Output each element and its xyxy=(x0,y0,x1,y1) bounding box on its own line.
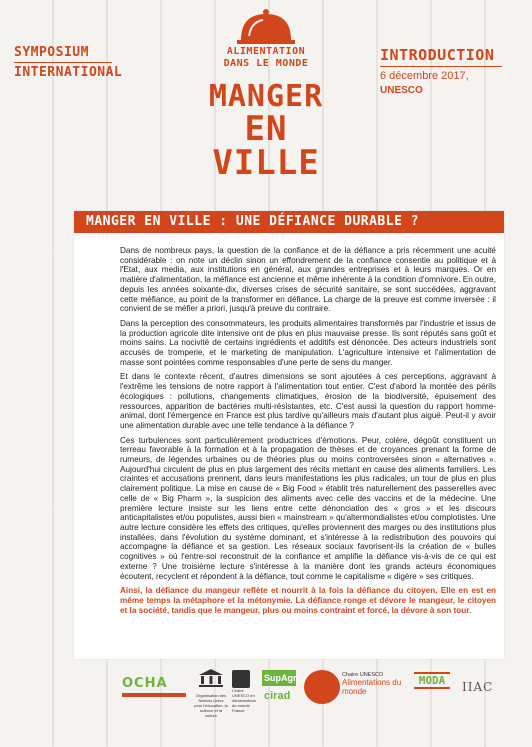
moda-name: MODA xyxy=(414,672,450,689)
intro-rule xyxy=(380,66,502,67)
iiac-name: IIAC xyxy=(462,680,494,694)
symposium-line1: SYMPOSIUM xyxy=(14,45,89,60)
chaire-small-mark xyxy=(232,670,250,688)
chaire-label: Chaire UNESCO xyxy=(342,672,384,678)
logo-big1: MANGER xyxy=(208,79,324,114)
article-conclusion: Ainsi, la défiance du mangeur reflète et nourrit à la fois la défiance du citoyen. Elle en est en même temps la métaphore et la métonymie. La défiance ronge et dévore le mangeur, le citoyen et la société, tandis que le mangeur, plus ou moins contraint et forcé, la dévore à son tour. xyxy=(120,586,496,615)
ocha-logo xyxy=(122,676,186,697)
symposium-rule xyxy=(14,62,112,63)
event-date: 6 décembre 2017, xyxy=(380,70,469,82)
moda-logo xyxy=(414,672,450,689)
article-paragraph: Dans la perception des consommateurs, les produits alimentaires transformés par l'industrie et issus de la production agricole dite intensive ont de plus en plus mauvaise presse. Ils sont réputés sans goût et moins sains. La nocivité de certains ingrédients et additifs est dénoncée. Des acteurs industriels sont accusés de tromperie, et le marketing de manipulation. L'agriculture intensive et l'alimentation de masse sont pointées comme responsables d'une perte de sens du manger. xyxy=(120,318,496,367)
chaire-unesco-small-logo xyxy=(232,670,258,713)
unesco-temple-icon xyxy=(198,668,224,688)
cirad-name: cirad xyxy=(264,690,291,702)
chaire-unesco-seal-icon xyxy=(304,670,340,704)
unesco-logo xyxy=(194,668,228,718)
chaire-small-caption: Chaire UNESCO en Alimentations du monde France xyxy=(232,688,257,713)
ocha-name: OCHA xyxy=(122,676,168,691)
logo-line1: ALIMENTATION xyxy=(226,46,306,57)
logo-line2: DANS LE MONDE xyxy=(223,58,309,69)
cloche-icon xyxy=(235,6,297,46)
symposium-label xyxy=(14,44,122,81)
symposium-line2: INTERNATIONAL xyxy=(14,65,123,80)
logo-big2: EN VILLE xyxy=(212,109,320,183)
sponsor-bar xyxy=(0,662,532,747)
intro-title: INTRODUCTION xyxy=(380,46,495,64)
chaire-name: Alimentations du monde xyxy=(342,678,402,696)
article-paragraph: Dans de nombreux pays, la question de la confiance et de la défiance a pris récemment une acuité considérable : on note un déclin sinon un effondrement de la confiance consentie au politique et à l'Etat, aux media, aux institutions en général, aux grandes entreprises et à leurs marques. Or en matière d'alimentation, la méfiance est ancienne et même inhérente à la condition d'omnivore. En outre, depuis les années soixante-dix, diverses crises de sécurité sanitaire, se sont succédées, aggravant cette méfiance, au point de la transformer en défiance. La charge de la preuve est comme inversée : il convient de se méfier a priori, jusqu'à preuve du contraire. xyxy=(120,246,496,314)
article-body xyxy=(120,246,496,620)
ocha-stripe xyxy=(122,693,186,697)
supagro-logo xyxy=(262,670,302,686)
chaire-unesco-logo xyxy=(342,672,408,696)
article-paragraph: Et dans le contexte récent, d'autres dimensions se sont ajoutées à ces perceptions, aggravant à l'extrême les tensions de notre rapport à l'alimentation tout entier. C'est d'abord la montée des périls écologiques : pollutions, changements climatiques, érosion de la biodiversité, épuisement des ressources, apparition de bactéries multi-résistantes, etc. C'est aussi la question du rapport homme-animal, dont l'émergence en France est plus tardive qu'ailleurs mais d'autant plus aiguë. Peut-il y avoir une alimentation durable avec une telle tendance à la défiance ? xyxy=(120,372,496,430)
article-paragraph: Ces turbulences sont particulièrement productrices d'émotions. Peur, colère, dégoût constituent un terreau favorable à la formation et à la propagation de thèses et de croyances prenant la forme de rumeurs, de légendes urbaines ou de théories plus ou moins controversées sinon « alternatives ». Aujourd'hui circulent de plus en plus largement des récits mettant en cause des aliments familiers. Les craintes et accusations prennent, dans leurs manifestations les plus radicales, un tour de plus en plus clairement politique. La mise en cause de « Big Food » établit très naturellement des passerelles avec celle de « Big Pharm », la suspicion des aliments avec celle des vaccins et de la médecine. Une première lecture insiste sur les liens entre cette dénonciation des « gros » et les discours anticapitalistes et/ou populistes, aussi bien « mainstream » qu'altermondialistes et/ou complotistes. Une autre lecture considère les effets des critiques, qu'elles proviennent des marges ou des institutions plus installées, dans l'évolution du système dominant, et s'intéresse à la redistribution des pouvoirs qui accompagne la défiance et sa gestion. Les réseaux sociaux favorisent-ils la création de « bulles cognitives » où l'entre-soi reconstruit de la confiance et amplifie la défiance vis-à-vis de ce qui est externe ? Une troisième lecture s'intéresse à la manière dont les grands acteurs économiques écoutent, recyclent et répondent à la défiance, tout comme le capitalisme « digère » ses critiques. xyxy=(120,435,496,581)
event-venue: UNESCO xyxy=(380,85,423,96)
intro-block xyxy=(380,46,502,96)
iiac-logo xyxy=(462,680,502,694)
unesco-caption: Organisation des Nations Unies pour l'éducation, la science et la culture xyxy=(194,693,228,718)
event-logo xyxy=(202,6,330,183)
cirad-logo xyxy=(264,690,298,702)
supagro-name: SupAgro xyxy=(262,670,296,686)
article-title: MANGER EN VILLE : UNE DÉFIANCE DURABLE ? xyxy=(86,214,420,229)
